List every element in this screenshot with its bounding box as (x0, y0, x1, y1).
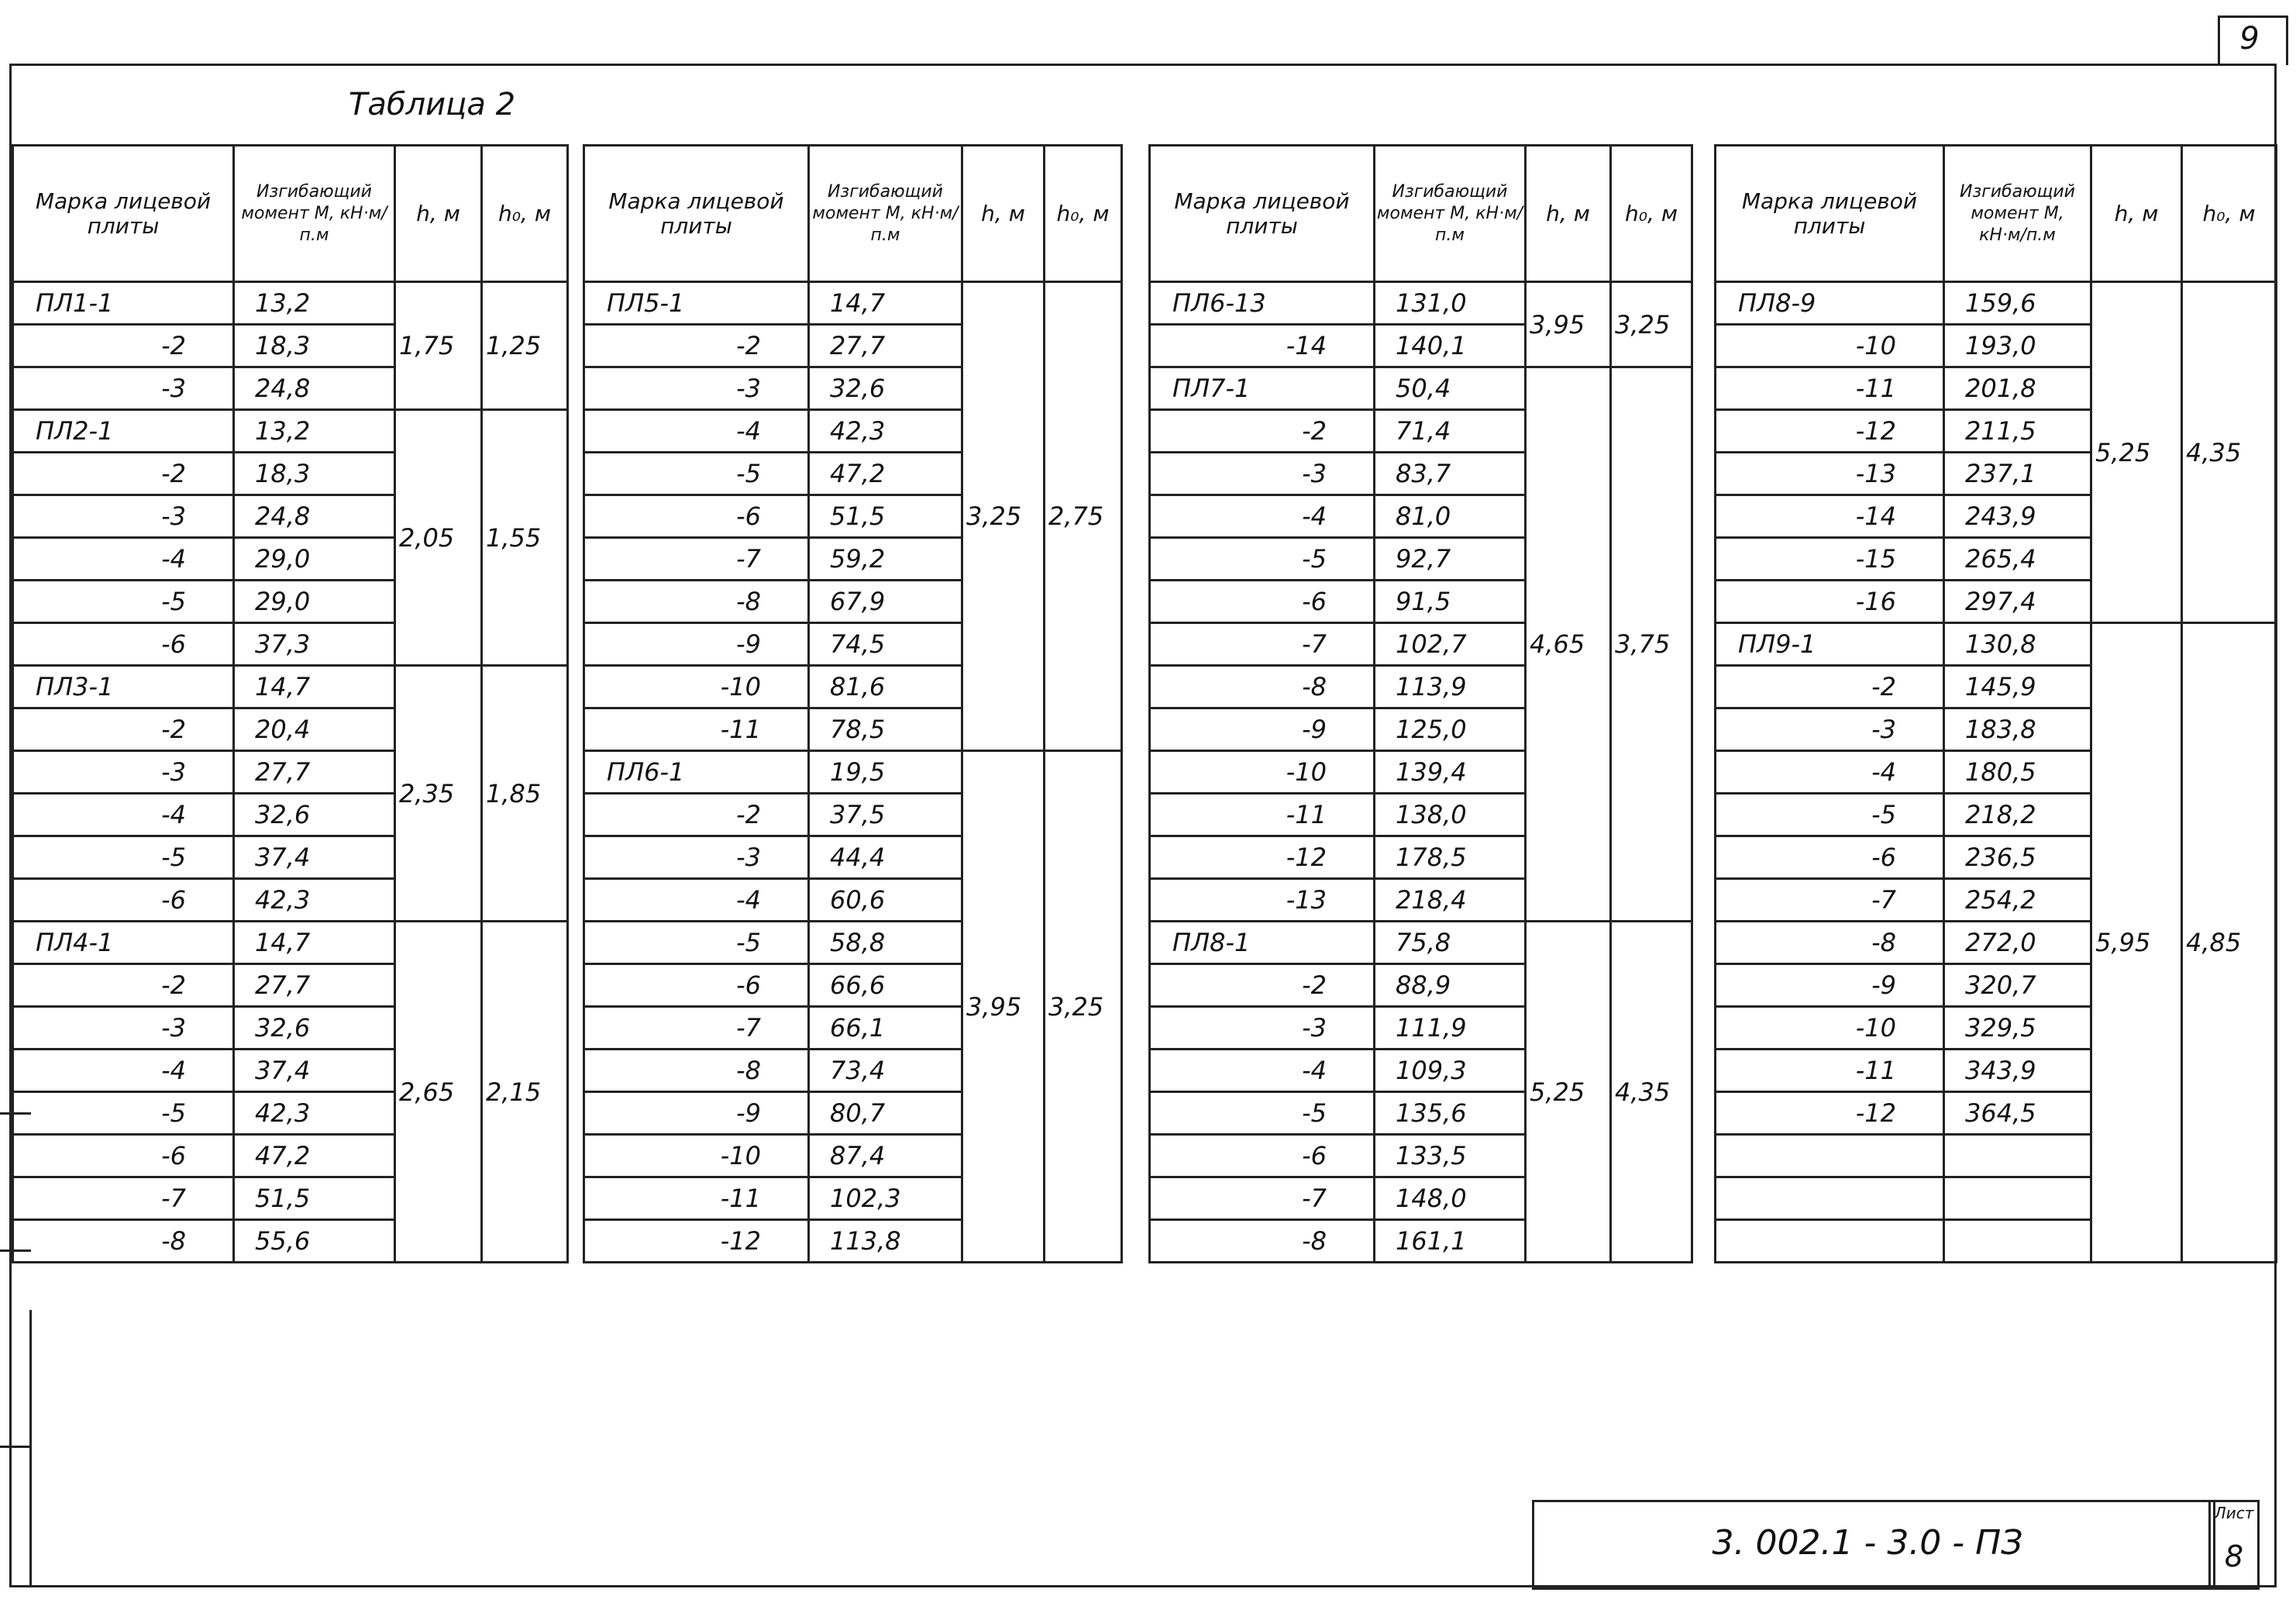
height-h0-value: 4,85 (2182, 623, 2277, 1263)
plate-mark: -16 (1716, 581, 1944, 623)
header-row (1150, 146, 1692, 282)
bending-moment-value: 37,3 (234, 623, 395, 666)
plate-mark: ПЛ9-1 (1716, 623, 1944, 666)
plate-mark: -6 (13, 623, 234, 666)
plate-mark: -5 (1716, 794, 1944, 836)
bending-moment-value: 44,4 (809, 836, 962, 879)
table-row (584, 282, 1122, 325)
plate-mark: -2 (1150, 964, 1375, 1007)
sheet-number: 8 (2224, 1539, 2244, 1573)
table-row (13, 666, 568, 708)
bending-moment-value: 29,0 (234, 581, 395, 623)
bending-moment-value: 80,7 (809, 1092, 962, 1135)
bending-moment-value: 343,9 (1944, 1050, 2091, 1092)
bending-moment-value: 60,6 (809, 879, 962, 922)
plate-mark: -6 (1716, 836, 1944, 879)
bending-moment-value: 102,7 (1375, 623, 1526, 666)
plate-mark: -4 (13, 1050, 234, 1092)
plate-mark: -6 (13, 1135, 234, 1177)
header-row (1716, 146, 2277, 282)
col-header-moment: Изгибающий момент М, кН·м/п.м (1944, 146, 2091, 282)
bending-moment-value: 211,5 (1944, 410, 2091, 453)
plate-mark: -4 (13, 794, 234, 836)
bending-moment-value: 73,4 (809, 1050, 962, 1092)
bending-moment-value: 125,0 (1375, 708, 1526, 751)
bending-moment-value: 37,4 (234, 836, 395, 879)
col-header-h0: h₀, м (2182, 146, 2277, 282)
height-h-value: 5,95 (2091, 623, 2182, 1263)
col-header-h: h, м (1526, 146, 1611, 282)
plate-mark: ПЛ4-1 (13, 922, 234, 964)
plate-mark: -15 (1716, 538, 1944, 581)
bending-moment-value: 13,2 (234, 410, 395, 453)
height-h-value: 3,95 (1526, 282, 1611, 367)
plate-mark: ПЛ5-1 (584, 282, 809, 325)
plate-mark: -6 (584, 964, 809, 1007)
bending-moment-value: 109,3 (1375, 1050, 1526, 1092)
col-header-moment: Изгибающий момент М, кН·м/п.м (234, 146, 395, 282)
plate-mark: -5 (13, 1092, 234, 1135)
bending-moment-value: 27,7 (234, 751, 395, 794)
col-header-mark: Марка лицевой плиты (1150, 146, 1375, 282)
plate-mark: -11 (584, 1177, 809, 1220)
table-row (584, 751, 1122, 794)
plate-mark: -10 (1716, 1007, 1944, 1050)
plate-mark: -9 (1150, 708, 1375, 751)
bending-moment-value: 272,0 (1944, 922, 2091, 964)
bending-moment-value (1944, 1220, 2091, 1263)
plate-mark: -9 (1716, 964, 1944, 1007)
plate-mark: -8 (1716, 922, 1944, 964)
plate-mark: -7 (584, 538, 809, 581)
plate-mark: -10 (1716, 325, 1944, 367)
plate-mark: ПЛ7-1 (1150, 367, 1375, 410)
height-h-value: 1,75 (395, 282, 482, 410)
page-number-box-right (2286, 16, 2288, 65)
bending-moment-value: 111,9 (1375, 1007, 1526, 1050)
table-row (13, 410, 568, 453)
height-h0-value: 2,75 (1045, 282, 1122, 751)
col-header-moment: Изгибающий момент М, кН·м/п.м (1375, 146, 1526, 282)
binding-tick-3 (0, 1446, 31, 1448)
col-header-mark: Марка лицевой плиты (13, 146, 234, 282)
bending-moment-value: 88,9 (1375, 964, 1526, 1007)
bending-moment-value: 139,4 (1375, 751, 1526, 794)
height-h-value: 2,35 (395, 666, 482, 922)
plate-mark: -10 (584, 1135, 809, 1177)
plate-mark: -12 (1150, 836, 1375, 879)
height-h-value: 4,65 (1526, 367, 1611, 922)
plate-mark: -12 (1716, 1092, 1944, 1135)
plate-mark: -5 (1150, 1092, 1375, 1135)
bending-moment-value: 92,7 (1375, 538, 1526, 581)
bending-moment-value: 193,0 (1944, 325, 2091, 367)
bending-moment-value: 47,2 (234, 1135, 395, 1177)
height-h-value: 2,65 (395, 922, 482, 1263)
bending-moment-value: 19,5 (809, 751, 962, 794)
plate-mark: -6 (584, 495, 809, 538)
plate-mark: -3 (1150, 1007, 1375, 1050)
plate-mark: -3 (13, 1007, 234, 1050)
plate-mark: ПЛ3-1 (13, 666, 234, 708)
bending-moment-value: 14,7 (809, 282, 962, 325)
table-row (1716, 623, 2277, 666)
plate-mark: -4 (1150, 1050, 1375, 1092)
bending-moment-value: 130,8 (1944, 623, 2091, 666)
bending-moment-value: 218,2 (1944, 794, 2091, 836)
frame-top-line (9, 64, 2276, 66)
bending-moment-value: 140,1 (1375, 325, 1526, 367)
height-h0-value: 4,35 (1611, 922, 1692, 1263)
bending-moment-value: 201,8 (1944, 367, 2091, 410)
bending-moment-value: 113,8 (809, 1220, 962, 1263)
bending-moment-value: 74,5 (809, 623, 962, 666)
bending-moment-value: 32,6 (234, 794, 395, 836)
plate-mark: -8 (584, 581, 809, 623)
height-h-value: 5,25 (1526, 922, 1611, 1263)
bending-moment-value: 145,9 (1944, 666, 2091, 708)
bending-moment-value: 50,4 (1375, 367, 1526, 410)
table-row (1150, 922, 1692, 964)
plate-mark: -11 (584, 708, 809, 751)
table-row (1150, 282, 1692, 325)
plate-mark: -2 (13, 964, 234, 1007)
bending-moment-value: 20,4 (234, 708, 395, 751)
plate-mark: -3 (1150, 453, 1375, 495)
bending-moment-value: 14,7 (234, 922, 395, 964)
plate-mark (1716, 1135, 1944, 1177)
col-header-h: h, м (962, 146, 1045, 282)
plate-mark: -8 (1150, 666, 1375, 708)
plate-mark: -6 (1150, 1135, 1375, 1177)
bending-moment-value: 37,5 (809, 794, 962, 836)
height-h0-value: 3,25 (1611, 282, 1692, 367)
height-h0-value: 1,55 (482, 410, 568, 666)
plate-mark: -5 (13, 581, 234, 623)
plate-mark: -10 (584, 666, 809, 708)
plate-mark: -2 (1150, 410, 1375, 453)
plate-mark: -14 (1716, 495, 1944, 538)
plate-mark: -3 (13, 751, 234, 794)
col-header-h0: h₀, м (1611, 146, 1692, 282)
bending-moment-value: 148,0 (1375, 1177, 1526, 1220)
plate-mark: -12 (1716, 410, 1944, 453)
plate-mark: -5 (13, 836, 234, 879)
height-h0-value: 1,85 (482, 666, 568, 922)
plate-mark: -9 (584, 1092, 809, 1135)
plate-mark: -7 (1716, 879, 1944, 922)
header-row (584, 146, 1122, 282)
plate-mark: -11 (1150, 794, 1375, 836)
plate-mark: ПЛ8-9 (1716, 282, 1944, 325)
bending-moment-value: 13,2 (234, 282, 395, 325)
bending-moment-value: 131,0 (1375, 282, 1526, 325)
plate-mark: -5 (584, 922, 809, 964)
plate-mark: -8 (1150, 1220, 1375, 1263)
header-row (13, 146, 568, 282)
bending-moment-value: 91,5 (1375, 581, 1526, 623)
plate-mark: ПЛ1-1 (13, 282, 234, 325)
bending-moment-value: 243,9 (1944, 495, 2091, 538)
bending-moment-value: 42,3 (234, 1092, 395, 1135)
bending-moment-value: 135,6 (1375, 1092, 1526, 1135)
sheet-number-box (2208, 1500, 2260, 1590)
table-row (13, 922, 568, 964)
plate-mark: -8 (584, 1050, 809, 1092)
bending-moment-value: 75,8 (1375, 922, 1526, 964)
bending-moment-value: 183,8 (1944, 708, 2091, 751)
plate-mark: -11 (1716, 1050, 1944, 1092)
bending-moment-value: 83,7 (1375, 453, 1526, 495)
plate-mark: -6 (1150, 581, 1375, 623)
table-block-4 (1714, 144, 2277, 1263)
col-header-moment: Изгибающий момент М, кН·м/п.м (809, 146, 962, 282)
plate-mark: -3 (13, 495, 234, 538)
bending-moment-value: 218,4 (1375, 879, 1526, 922)
plate-mark: -2 (584, 325, 809, 367)
height-h0-value: 4,35 (2182, 282, 2277, 623)
bending-moment-value: 18,3 (234, 453, 395, 495)
bending-moment-value: 78,5 (809, 708, 962, 751)
bending-moment-value: 297,4 (1944, 581, 2091, 623)
table-block-2 (583, 144, 1123, 1263)
plate-mark: -13 (1150, 879, 1375, 922)
bending-moment-value: 180,5 (1944, 751, 2091, 794)
bending-moment-value: 159,6 (1944, 282, 2091, 325)
table-block-1 (12, 144, 569, 1263)
plate-mark: -14 (1150, 325, 1375, 367)
bending-moment-value: 329,5 (1944, 1007, 2091, 1050)
bending-moment-value: 254,2 (1944, 879, 2091, 922)
bending-moment-value: 27,7 (234, 964, 395, 1007)
bending-moment-value: 320,7 (1944, 964, 2091, 1007)
bending-moment-value: 87,4 (809, 1135, 962, 1177)
bending-moment-value: 265,4 (1944, 538, 2091, 581)
plate-mark: -8 (13, 1220, 234, 1263)
plate-mark: -7 (1150, 623, 1375, 666)
bending-moment-value: 14,7 (234, 666, 395, 708)
bending-moment-value: 113,9 (1375, 666, 1526, 708)
plate-mark: -3 (13, 367, 234, 410)
plate-mark: -3 (584, 836, 809, 879)
plate-mark: -11 (1716, 367, 1944, 410)
title-block (1532, 1500, 2215, 1590)
bending-moment-value (1944, 1177, 2091, 1220)
bending-moment-value: 102,3 (809, 1177, 962, 1220)
col-header-h0: h₀, м (482, 146, 568, 282)
plate-mark: ПЛ6-1 (584, 751, 809, 794)
col-header-mark: Марка лицевой плиты (1716, 146, 1944, 282)
bending-moment-value: 237,1 (1944, 453, 2091, 495)
bending-moment-value: 81,6 (809, 666, 962, 708)
col-header-h: h, м (395, 146, 482, 282)
plate-mark: ПЛ6-13 (1150, 282, 1375, 325)
bending-moment-value: 24,8 (234, 495, 395, 538)
bending-moment-value: 59,2 (809, 538, 962, 581)
plate-mark: -2 (13, 325, 234, 367)
height-h0-value: 1,25 (482, 282, 568, 410)
bending-moment-value: 67,9 (809, 581, 962, 623)
bending-moment-value: 47,2 (809, 453, 962, 495)
height-h0-value: 2,15 (482, 922, 568, 1263)
plate-mark (1716, 1177, 1944, 1220)
plate-mark: -4 (1716, 751, 1944, 794)
col-header-mark: Марка лицевой плиты (584, 146, 809, 282)
bending-moment-value: 236,5 (1944, 836, 2091, 879)
plate-mark: -4 (13, 538, 234, 581)
bending-moment-value: 71,4 (1375, 410, 1526, 453)
plate-mark: ПЛ8-1 (1150, 922, 1375, 964)
bending-moment-value: 58,8 (809, 922, 962, 964)
bending-moment-value: 51,5 (234, 1177, 395, 1220)
height-h0-value: 3,75 (1611, 367, 1692, 922)
bending-moment-value: 42,3 (234, 879, 395, 922)
plate-mark: -2 (584, 794, 809, 836)
height-h-value: 3,95 (962, 751, 1045, 1263)
bending-moment-value: 18,3 (234, 325, 395, 367)
plate-mark: -7 (584, 1007, 809, 1050)
height-h-value: 5,25 (2091, 282, 2182, 623)
col-header-h: h, м (2091, 146, 2182, 282)
plate-mark: -2 (1716, 666, 1944, 708)
bending-moment-value: 37,4 (234, 1050, 395, 1092)
plate-mark (1716, 1220, 1944, 1263)
bending-moment-value: 138,0 (1375, 794, 1526, 836)
plate-mark: -10 (1150, 751, 1375, 794)
bending-moment-value: 51,5 (809, 495, 962, 538)
inner-frame-line (29, 1310, 32, 1587)
bending-moment-value: 27,7 (809, 325, 962, 367)
bending-moment-value: 81,0 (1375, 495, 1526, 538)
height-h0-value: 3,25 (1045, 751, 1122, 1263)
bending-moment-value: 55,6 (234, 1220, 395, 1263)
height-h-value: 3,25 (962, 282, 1045, 751)
plate-mark: -3 (1716, 708, 1944, 751)
bending-moment-value: 178,5 (1375, 836, 1526, 879)
bending-moment-value (1944, 1135, 2091, 1177)
table-row (1150, 367, 1692, 410)
plate-mark: -4 (584, 410, 809, 453)
plate-mark: -4 (584, 879, 809, 922)
plate-mark: -2 (13, 708, 234, 751)
sheet-label: Лист (2214, 1504, 2254, 1522)
plate-mark: -2 (13, 453, 234, 495)
table-row (1716, 282, 2277, 325)
bending-moment-value: 66,1 (809, 1007, 962, 1050)
bending-moment-value: 66,6 (809, 964, 962, 1007)
bending-moment-value: 29,0 (234, 538, 395, 581)
plate-mark: ПЛ2-1 (13, 410, 234, 453)
table-block-3 (1148, 144, 1693, 1263)
height-h-value: 2,05 (395, 410, 482, 666)
bending-moment-value: 24,8 (234, 367, 395, 410)
plate-mark: -6 (13, 879, 234, 922)
plate-mark: -5 (1150, 538, 1375, 581)
bending-moment-value: 161,1 (1375, 1220, 1526, 1263)
plate-mark: -4 (1150, 495, 1375, 538)
bending-moment-value: 32,6 (809, 367, 962, 410)
plate-mark: -7 (1150, 1177, 1375, 1220)
bending-moment-value: 133,5 (1375, 1135, 1526, 1177)
plate-mark: -3 (584, 367, 809, 410)
bending-moment-value: 42,3 (809, 410, 962, 453)
plate-mark: -12 (584, 1220, 809, 1263)
bending-moment-value: 32,6 (234, 1007, 395, 1050)
bending-moment-value: 364,5 (1944, 1092, 2091, 1135)
plate-mark: -9 (584, 623, 809, 666)
col-header-h0: h₀, м (1045, 146, 1122, 282)
page-number: 9 (2239, 21, 2260, 57)
table-row (13, 282, 568, 325)
plate-mark: -5 (584, 453, 809, 495)
plate-mark: -13 (1716, 453, 1944, 495)
document-code: 3. 002.1 - 3.0 - ПЗ (1712, 1523, 2023, 1563)
table-title: Таблица 2 (349, 87, 516, 122)
plate-mark: -7 (13, 1177, 234, 1220)
